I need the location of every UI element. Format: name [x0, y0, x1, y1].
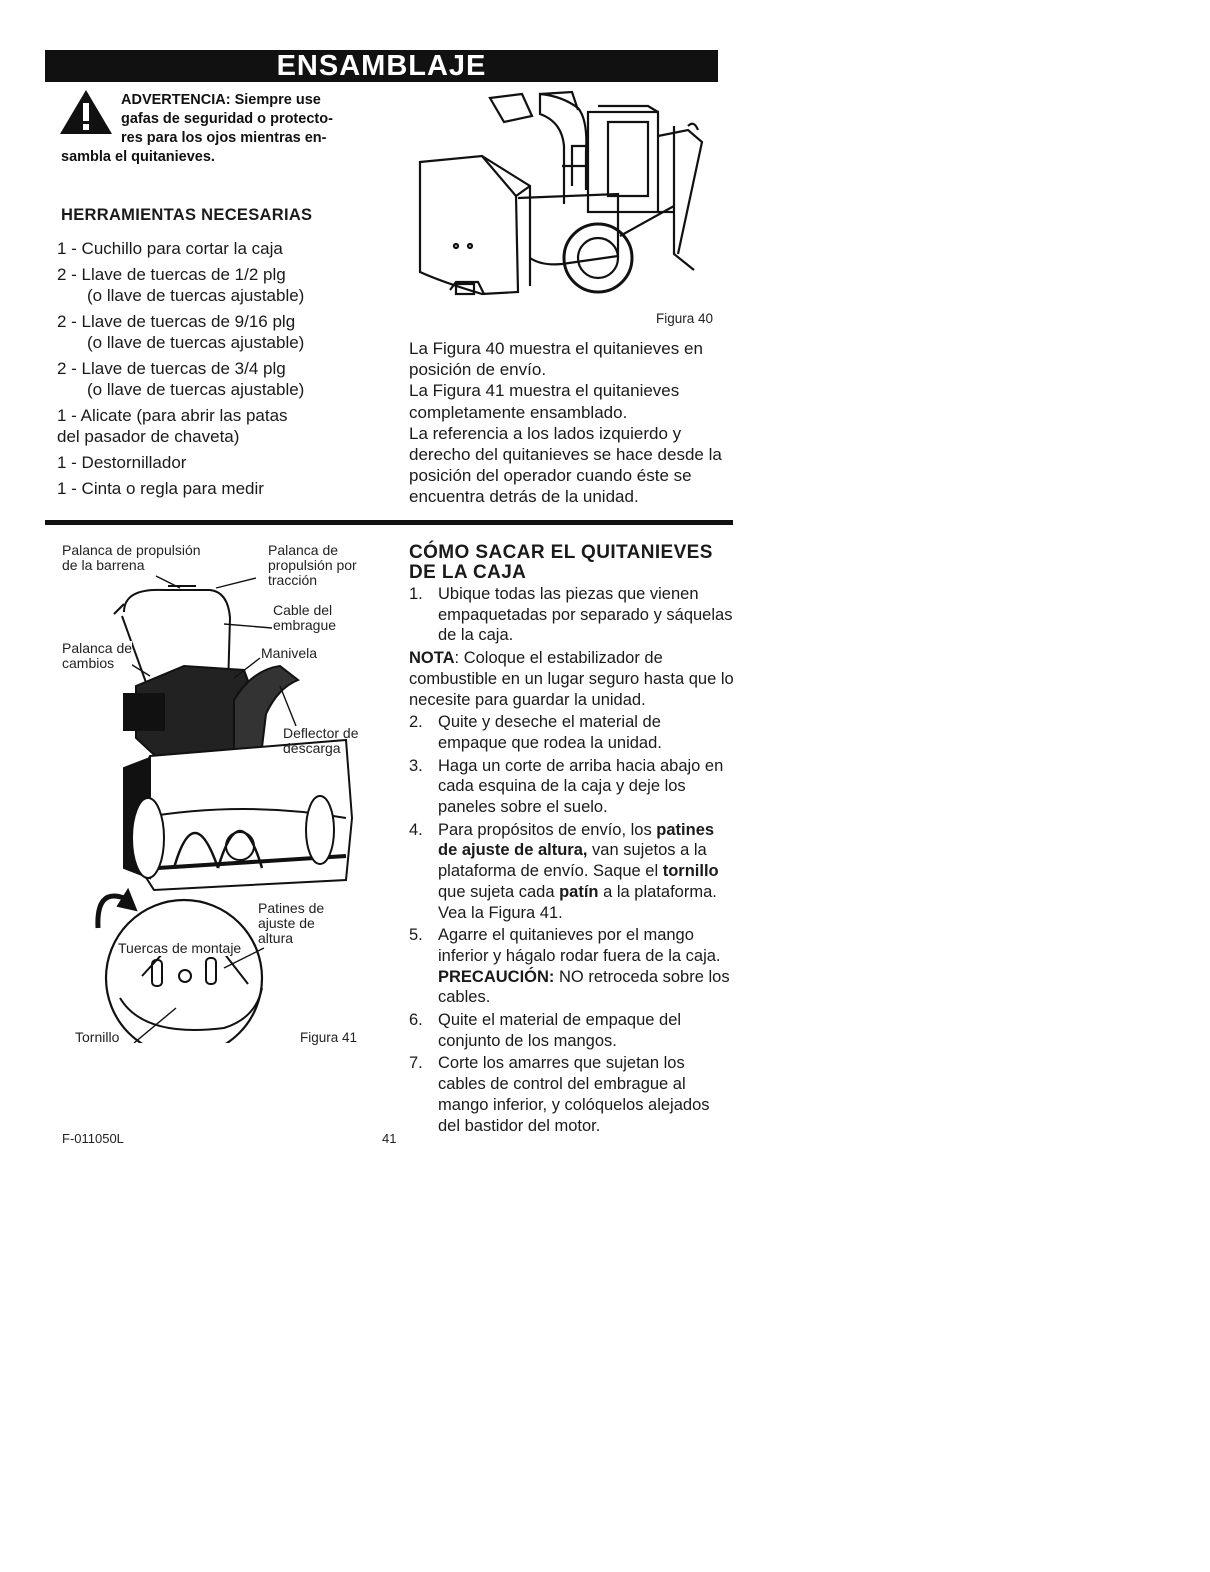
section-title-line: CÓMO SACAR EL QUITANIEVES [409, 542, 713, 563]
paragraph: La referencia a los lados izquierdo y derecho del quitanieves se hace desde la posición del operador cuando éste se encuentra detrás de la unidad. [409, 423, 722, 507]
callout-auger-lever [62, 543, 201, 573]
callout-line: altura [258, 930, 294, 946]
document-code: F-011050L [62, 1131, 124, 1146]
callout-line: descarga [283, 740, 341, 756]
tools-heading: HERRAMIENTAS NECESARIAS [61, 206, 313, 224]
step-item [409, 584, 734, 646]
section-divider [45, 520, 733, 525]
step-number: 4. [409, 820, 423, 839]
tool-item [57, 358, 377, 400]
tool-item [57, 405, 377, 447]
warning-triangle-icon [58, 88, 114, 136]
unpacking-steps [409, 584, 734, 1138]
step-text: NO retroceda sobre los cables. [438, 967, 730, 1007]
step-item [409, 1053, 734, 1136]
tool-item [57, 452, 377, 473]
callout-line: Patines de [258, 900, 325, 916]
page-number: 41 [382, 1131, 397, 1146]
tool-item [57, 238, 377, 259]
warning-text-line4: sambla el quitanieves. [61, 149, 215, 165]
tool-line: 1 - Cuchillo para cortar la caja [57, 239, 283, 258]
step-item [409, 756, 734, 818]
tool-subline: (o llave de tuercas ajustable) [87, 286, 305, 305]
tool-subline: (o llave de tuercas ajustable) [87, 380, 305, 399]
tool-item [57, 264, 377, 306]
step-text: Quite el material de empaque del conjunto de los mangos. [438, 1011, 682, 1050]
note-text: : Coloque el estabilizador de combustible en un lugar seguro hasta que lo necesite para guardar la unidad. [409, 649, 734, 709]
tools-list [57, 238, 377, 504]
figure-40-caption: Figura 40 [656, 311, 714, 326]
callout-line: Palanca de [268, 542, 339, 558]
figure-40-description [409, 338, 731, 508]
step-number: 5. [409, 926, 423, 945]
tool-line: 1 - Cinta o regla para medir [57, 479, 264, 498]
tool-item [57, 311, 377, 353]
callout-line: Palanca de propulsión [62, 542, 201, 558]
warning-text-line3: res para los ojos mientras en- [121, 130, 327, 146]
section-title-line: DE LA CAJA [409, 562, 527, 583]
callout-traction-lever [268, 543, 357, 588]
page-title: ENSAMBLAJE [45, 50, 718, 82]
callout-line: Deflector de [283, 725, 359, 741]
callout-line: ajuste de [258, 915, 315, 931]
paragraph: La Figura 40 muestra el quitanieves en posición de envío. [409, 339, 703, 380]
step-bold-text: patines de ajuste de altura, [438, 820, 715, 860]
callout-line: Palanca de [62, 640, 133, 656]
step-text: Ubique todas las piezas que vienen empaquetadas por separado y sáquelas de la caja. [438, 585, 733, 645]
section-title [409, 543, 739, 583]
step-text: Corte los amarres que sujetan los cables de control del embrague al mango inferior, y colóquelos alejados del bastidor del motor. [438, 1054, 710, 1135]
callout-mounting-nuts: Tuercas de montaje [118, 940, 242, 956]
warning-text: ADVERTENCIA: Siempre use [121, 92, 321, 108]
tool-item [57, 478, 377, 499]
step-item [409, 820, 734, 924]
step-item [409, 1010, 734, 1051]
step-text: Haga un corte de arriba hacia abajo en cada esquina de la caja y deje los paneles sobre el suelo. [438, 756, 724, 817]
step-text: a la plataforma. Vea la Figura 41. [438, 882, 717, 922]
step-bold-text: PRECAUCIÓN: [438, 967, 555, 986]
note-label: NOTA [409, 649, 455, 668]
note [409, 648, 734, 710]
step-number: 3. [409, 756, 423, 775]
step-text: que sujeta cada [438, 882, 560, 901]
tool-line: 1 - Alicate (para abrir las patas [57, 406, 288, 425]
tool-subline: (o llave de tuercas ajustable) [87, 333, 305, 352]
callout-line: embrague [273, 617, 337, 633]
tool-line: 2 - Llave de tuercas de 9/16 plg [57, 312, 296, 331]
paragraph: La Figura 41 muestra el quitanieves completamente ensamblado. [409, 381, 680, 422]
step-item [409, 712, 734, 753]
step-item [409, 925, 734, 1008]
callout-skids [258, 901, 324, 946]
step-text: van sujetos a la plataforma de envío. Saque el [438, 841, 707, 881]
callout-line: Cable del [273, 602, 333, 618]
step-text: Agarre el quitanieves por el mango inferior y hágalo rodar fuera de la caja. [438, 926, 721, 965]
step-text: Quite y deseche el material de empaque que rodea la unidad. [438, 713, 662, 752]
callout-chute [283, 726, 358, 756]
step-number: 1. [409, 585, 423, 603]
warning-text-line2: gafas de seguridad o protecto- [121, 111, 333, 127]
callout-clutch-cable [273, 603, 336, 633]
step-number: 7. [409, 1054, 423, 1073]
callout-line: propulsión por [268, 557, 357, 573]
callout-line: de la barrena [62, 557, 145, 573]
callout-line: tracción [268, 572, 318, 588]
callout-crank: Manivela [261, 645, 318, 661]
step-bold-text: patín [559, 882, 599, 901]
step-number: 2. [409, 713, 423, 732]
callout-line: cambios [62, 655, 115, 671]
tool-line: 1 - Destornillador [57, 453, 187, 472]
figure-40-illustration [412, 86, 732, 308]
step-bold-text: tornillo [662, 862, 719, 881]
callout-bolt: Tornillo [75, 1029, 120, 1045]
figure-41-caption: Figura 41 [300, 1030, 358, 1045]
tool-line: 2 - Llave de tuercas de 1/2 plg [57, 265, 286, 284]
tool-line: 2 - Llave de tuercas de 3/4 plg [57, 359, 286, 378]
tool-subline: del pasador de chaveta) [57, 427, 240, 446]
step-text: Para propósitos de envío, los [438, 820, 657, 839]
callout-shift-lever [62, 641, 132, 671]
step-number: 6. [409, 1011, 423, 1030]
